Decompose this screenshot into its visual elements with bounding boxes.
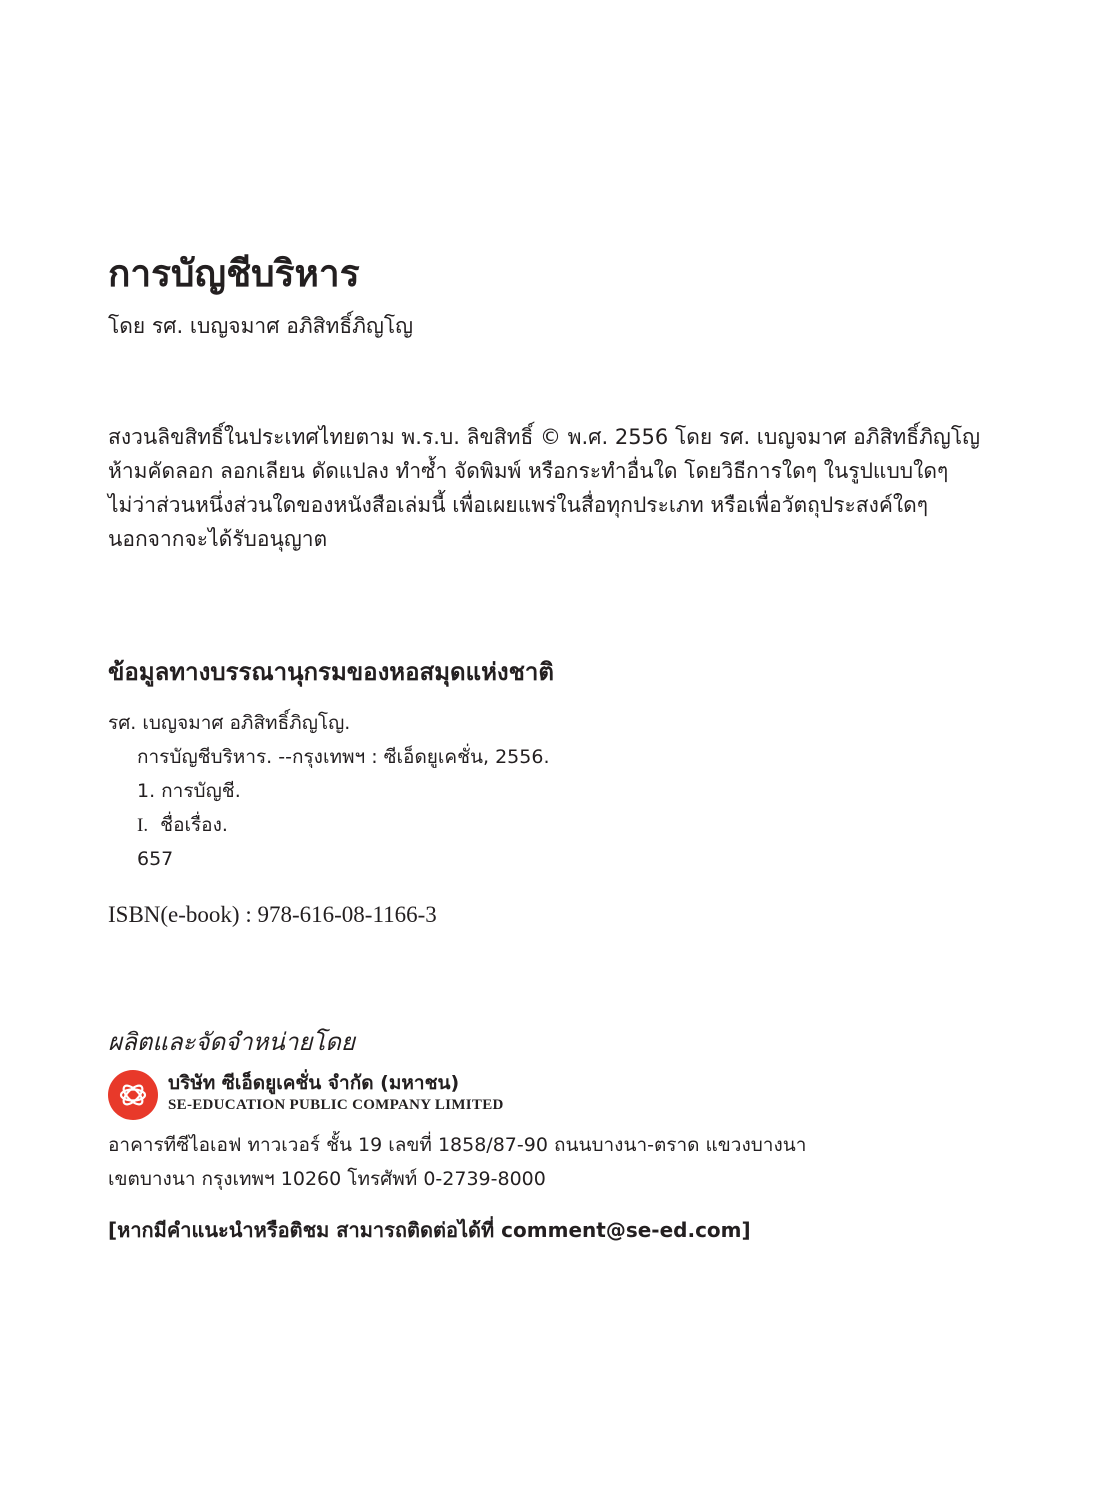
- author-line: โดย รศ. เบญจมาศ อภิสิทธิ์ภิญโญ: [108, 314, 414, 338]
- copyright-line: สงวนลิขสิทธิ์ในประเทศไทยตาม พ.ร.บ. ลิขสิทธิ์ © พ.ศ. 2556 โดย รศ. เบญจมาศ อภิสิทธิ์ภิญโญ: [108, 425, 980, 449]
- cip-heading: ข้อมูลทางบรรณานุกรมของหอสมุดแห่งชาติ: [108, 657, 554, 686]
- cip-roman-numeral: I.: [137, 815, 149, 836]
- cip-title-entry: [108, 808, 550, 842]
- isbn: ISBN(e-book) : 978-616-08-1166-3: [108, 902, 437, 927]
- feedback-contact: [หากมีคำแนะนำหรือติชม สามารถติดต่อได้ที่ comment@se-ed.com]: [108, 1218, 751, 1242]
- address-line: อาคารทีซีไอเอฟ ทาวเวอร์ ชั้น 19 เลขที่ 1858/87-90 ถนนบางนา-ตราด แขวงบางนา: [108, 1134, 807, 1156]
- cip-title-entry-text: ชื่อเรื่อง.: [160, 814, 228, 836]
- cip-record: [108, 706, 550, 876]
- company-name-thai: บริษัท ซีเอ็ดยูเคชั่น จำกัด (มหาชน): [168, 1072, 460, 1094]
- company-name-english: SE-EDUCATION PUBLIC COMPANY LIMITED: [168, 1097, 504, 1113]
- cip-subject: 1. การบัญชี.: [137, 780, 241, 802]
- company-address: [108, 1128, 806, 1196]
- address-line: เขตบางนา กรุงเทพฯ 10260 โทรศัพท์ 0-2739-8000: [108, 1168, 546, 1190]
- copyright-notice: [108, 420, 1008, 556]
- cip-title-line: การบัญชีบริหาร. --กรุงเทพฯ : ซีเอ็ดยูเคชั่น, 2556.: [137, 746, 550, 768]
- copyright-line: ไม่ว่าส่วนหนึ่งส่วนใดของหนังสือเล่มนี้ เพื่อเผยแพร่ในสื่อทุกประเภท หรือเพื่อวัตถุประสงค์ใดๆ: [108, 493, 929, 517]
- se-ed-logo-icon: [108, 1070, 158, 1120]
- cip-class-number: 657: [137, 848, 174, 870]
- cip-author: รศ. เบญจมาศ อภิสิทธิ์ภิญโญ.: [108, 712, 351, 734]
- copyright-line: นอกจากจะได้รับอนุญาต: [108, 527, 328, 551]
- book-title: การบัญชีบริหาร: [108, 252, 360, 295]
- distributor-label: ผลิตและจัดจำหน่ายโดย: [108, 1028, 355, 1056]
- copyright-line: ห้ามคัดลอก ลอกเลียน ดัดแปลง ทำซ้ำ จัดพิมพ์ หรือกระทำอื่นใด โดยวิธีการใดๆ ในรูปแบบใดๆ: [108, 459, 949, 483]
